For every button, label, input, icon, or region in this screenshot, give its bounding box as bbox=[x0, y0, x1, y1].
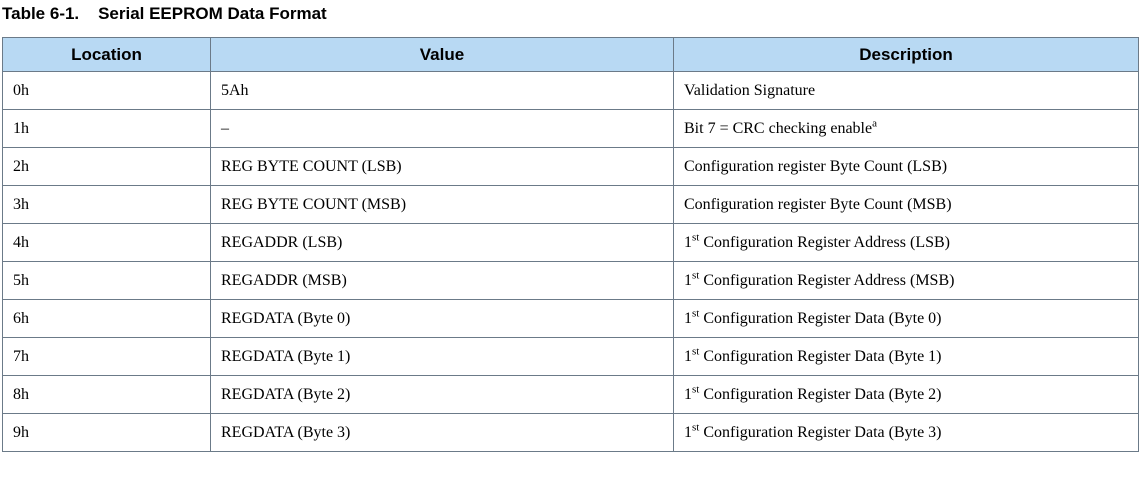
cell-value: – bbox=[211, 110, 674, 148]
cell-location: 3h bbox=[3, 186, 211, 224]
table-row bbox=[3, 300, 1139, 338]
description-text: Configuration Register Address (LSB) bbox=[699, 233, 950, 251]
ordinal-suffix: st bbox=[692, 421, 700, 434]
cell-description bbox=[674, 148, 1139, 186]
cell-location: 8h bbox=[3, 376, 211, 414]
table-row bbox=[3, 110, 1139, 148]
cell-value: REGADDR (LSB) bbox=[211, 224, 674, 262]
description-text: Configuration register Byte Count (MSB) bbox=[684, 195, 952, 213]
description-text: Configuration Register Address (MSB) bbox=[699, 271, 955, 289]
cell-location: 4h bbox=[3, 224, 211, 262]
cell-description bbox=[674, 72, 1139, 110]
table-row bbox=[3, 262, 1139, 300]
ordinal-number: 1 bbox=[684, 271, 692, 289]
table-row bbox=[3, 186, 1139, 224]
description-text: Configuration Register Data (Byte 3) bbox=[699, 423, 942, 441]
ordinal-number: 1 bbox=[684, 385, 692, 403]
cell-location: 2h bbox=[3, 148, 211, 186]
cell-location: 1h bbox=[3, 110, 211, 148]
footnote-marker: a bbox=[872, 117, 877, 130]
cell-value: 5Ah bbox=[211, 72, 674, 110]
table-body bbox=[3, 72, 1139, 452]
description-text: Configuration Register Data (Byte 2) bbox=[699, 385, 942, 403]
cell-value: REGDATA (Byte 3) bbox=[211, 414, 674, 452]
table-row bbox=[3, 376, 1139, 414]
cell-value: REGDATA (Byte 2) bbox=[211, 376, 674, 414]
cell-location: 0h bbox=[3, 72, 211, 110]
column-header-value: Value bbox=[211, 38, 674, 72]
cell-location: 9h bbox=[3, 414, 211, 452]
cell-value: REG BYTE COUNT (MSB) bbox=[211, 186, 674, 224]
eeprom-format-table bbox=[2, 37, 1139, 452]
description-text: Configuration Register Data (Byte 0) bbox=[699, 309, 942, 327]
table-number: Table 6-1. bbox=[2, 4, 80, 23]
table-title: Serial EEPROM Data Format bbox=[98, 4, 327, 23]
table-row bbox=[3, 224, 1139, 262]
table-row bbox=[3, 72, 1139, 110]
cell-description bbox=[674, 186, 1139, 224]
cell-description bbox=[674, 110, 1139, 148]
description-text: Configuration register Byte Count (LSB) bbox=[684, 157, 948, 175]
ordinal-suffix: st bbox=[692, 307, 700, 320]
cell-description bbox=[674, 338, 1139, 376]
cell-description bbox=[674, 262, 1139, 300]
ordinal-suffix: st bbox=[692, 231, 700, 244]
ordinal-number: 1 bbox=[684, 233, 692, 251]
table-row bbox=[3, 414, 1139, 452]
ordinal-suffix: st bbox=[692, 383, 700, 396]
cell-value: REG BYTE COUNT (LSB) bbox=[211, 148, 674, 186]
table-caption bbox=[2, 4, 327, 24]
column-header-location: Location bbox=[3, 38, 211, 72]
ordinal-number: 1 bbox=[684, 347, 692, 365]
table-row bbox=[3, 148, 1139, 186]
description-text: Bit 7 = CRC checking enable bbox=[684, 119, 873, 137]
description-text: Validation Signature bbox=[684, 81, 816, 99]
cell-description bbox=[674, 300, 1139, 338]
ordinal-number: 1 bbox=[684, 423, 692, 441]
ordinal-suffix: st bbox=[692, 345, 700, 358]
cell-location: 6h bbox=[3, 300, 211, 338]
cell-value: REGDATA (Byte 0) bbox=[211, 300, 674, 338]
ordinal-suffix: st bbox=[692, 269, 700, 282]
cell-location: 7h bbox=[3, 338, 211, 376]
cell-value: REGDATA (Byte 1) bbox=[211, 338, 674, 376]
ordinal-number: 1 bbox=[684, 309, 692, 327]
description-text: Configuration Register Data (Byte 1) bbox=[699, 347, 942, 365]
cell-description bbox=[674, 224, 1139, 262]
header-row bbox=[3, 38, 1139, 72]
column-header-description: Description bbox=[674, 38, 1139, 72]
cell-description bbox=[674, 414, 1139, 452]
table-row bbox=[3, 338, 1139, 376]
cell-value: REGADDR (MSB) bbox=[211, 262, 674, 300]
cell-description bbox=[674, 376, 1139, 414]
cell-location: 5h bbox=[3, 262, 211, 300]
